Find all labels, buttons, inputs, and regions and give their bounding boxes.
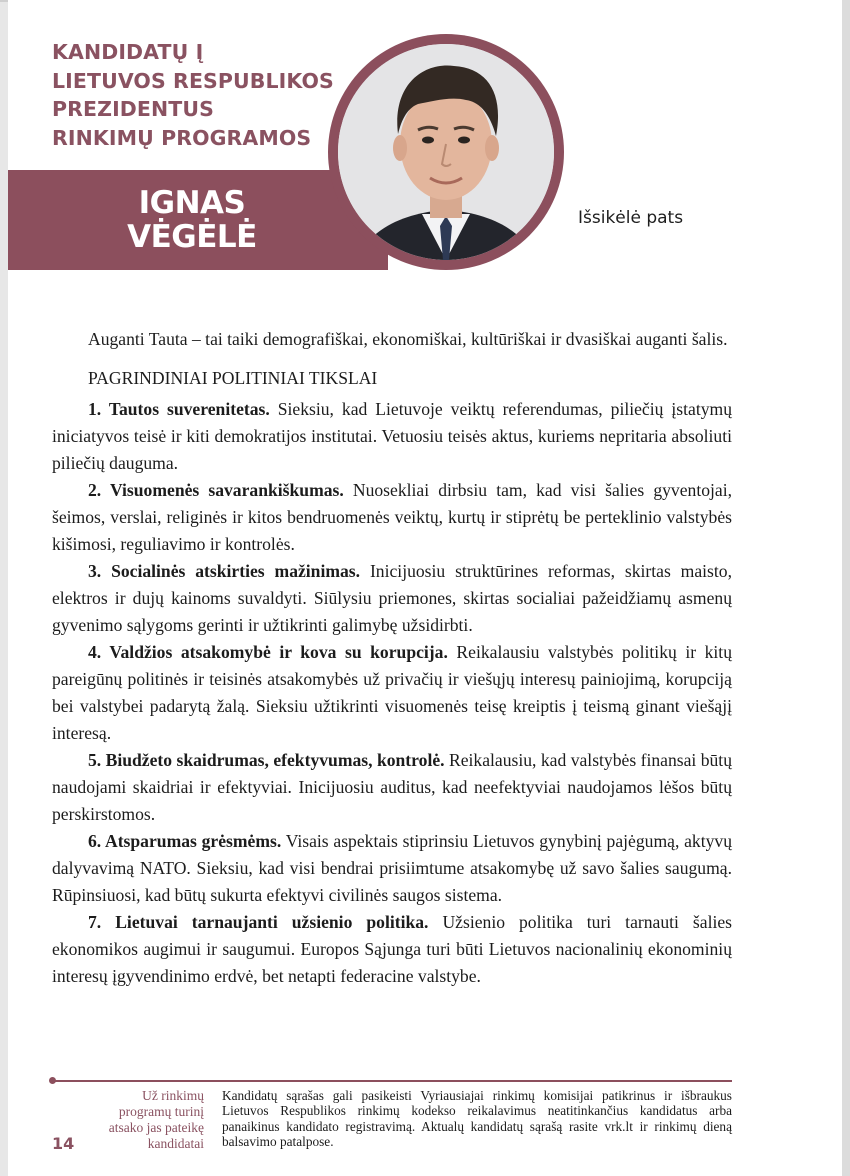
header-title-line: LIETUVOS RESPUBLIKOS bbox=[52, 68, 334, 93]
goal-title: 1. Tautos suverenitetas. bbox=[88, 399, 270, 419]
program-header-title bbox=[52, 38, 334, 152]
goal-text: Inicijuosiu struktūrines reformas, skirtas maisto, elektros ir dujų kainoms suvaldyti. Siūlysiu priemones, skirtas socialiai pažeidžiamų asmenų gyvenimo sąlygoms gerinti ir užtikrinti galimybę užsidirbti. bbox=[52, 561, 732, 635]
goal-title: 6. Atsparumas grėsmėms. bbox=[88, 831, 282, 851]
goal-title: 5. Biudžeto skaidrumas, efektyvumas, kontrolė. bbox=[88, 750, 445, 770]
goal-paragraph bbox=[52, 477, 732, 558]
footer-divider-dot bbox=[49, 1077, 56, 1084]
goal-paragraph bbox=[52, 558, 732, 639]
goal-text: Užsienio politika turi tarnauti šalies ekonomikos augimui ir saugumui. Europos Sąjunga turi būti Lietuvos nacionalinių ekonominių interesų įgyvendinimo erdvė, bet netapti federacine valstybe. bbox=[52, 912, 733, 986]
goal-text: Nuosekliai dirbsiu tam, kad visi šalies gyventojai, šeimos, verslai, religinės ir kitos bendruomenės veiktų, kurtų ir stiprėtų be perteklinio valstybės kišimosi, reguliavimo ir kontrolės. bbox=[52, 480, 732, 554]
candidate-photo bbox=[338, 44, 554, 260]
footer-label-line: atsako jas pateikę bbox=[108, 1120, 204, 1135]
nomination-label: Išsikėlė pats bbox=[578, 208, 684, 228]
section-heading: PAGRINDINIAI POLITINIAI TIKSLAI bbox=[88, 368, 378, 388]
goal-text: Reikalausiu valstybės politikų ir kitų pareigūnų politinės ir teisinės atsakomybės už privačių ir viešųjų interesų painiojimą, korupciją bei valstybei padarytą žalą. Sieksiu užtikrinti visuomenės teisę kreiptis į teismą ginant viešąjį interesą. bbox=[52, 642, 732, 743]
goal-paragraph bbox=[52, 747, 732, 828]
document-page bbox=[8, 0, 842, 1176]
footer-note: Kandidatų sąrašas gali pasikeisti Vyriausiajai rinkimų komisijai patikrinus ir išbraukus Lietuvos Respublikos rinkimų kodekso reikalavimus neatitinkančius kandidatus arba panaikinus kandidato registravimą. Aktualų kandidatų sąrašą rasite vrk.lt ir rinkimų dieną balsavimo patalpose. bbox=[222, 1088, 732, 1150]
header-title-line: KANDIDATŲ Į bbox=[52, 40, 204, 64]
candidate-first-name: IGNAS bbox=[138, 185, 246, 221]
footer-label-line: Už rinkimų bbox=[142, 1088, 204, 1103]
goal-text: Visais aspektais stiprinsiu Lietuvos gynybinį pajėgumą, aktyvų dalyvavimą NATO. Sieksiu, kad visi bendrai prisiimtume atsakomybę už savo šalies saugumą. Rūpinsiuosi, kad būtų sukurta efektyvi civilinės saugos sistema. bbox=[52, 831, 732, 905]
viewer-right-edge bbox=[842, 0, 850, 1176]
goal-text: Reikalausiu, kad valstybės finansai būtų naudojami skaidriai ir efektyviai. Inicijuosiu auditus, kad neefektyviai naudojamos lėšos būtų perskirstomos. bbox=[52, 750, 732, 824]
goal-title: 7. Lietuvai tarnaujanti užsienio politika. bbox=[88, 912, 429, 932]
goal-title: 4. Valdžios atsakomybė ir kova su korupcija. bbox=[88, 642, 448, 662]
header-title-line: PREZIDENTUS bbox=[52, 97, 214, 121]
candidate-last-name: VĖGĖLĖ bbox=[127, 219, 257, 255]
program-text bbox=[52, 326, 732, 990]
footer-label-line: kandidatai bbox=[147, 1136, 204, 1151]
footer-label-line: programų turinį bbox=[118, 1104, 204, 1119]
goal-paragraph bbox=[52, 828, 732, 909]
goal-paragraph bbox=[52, 639, 732, 747]
goal-text: Sieksiu, kad Lietuvoje veiktų referendumas, piliečių įstatymų iniciatyvos teisė ir kiti demokratijos institutai. Vetuosiu teisės aktus, kuriems nepritaria absoliuti piliečių dauguma. bbox=[52, 399, 732, 473]
goal-title: 2. Visuomenės savarankiškumas. bbox=[88, 480, 344, 500]
intro-paragraph: Auganti Tauta – tai taiki demografiškai, ekonomiškai, kultūriškai ir dvasiškai auganti šalis. bbox=[88, 329, 728, 349]
header-title-line: RINKIMŲ PROGRAMOS bbox=[52, 125, 312, 150]
goal-title: 3. Socialinės atskirties mažinimas. bbox=[88, 561, 361, 581]
goal-paragraph bbox=[52, 396, 732, 477]
footer-divider bbox=[52, 1080, 732, 1082]
footer-disclaimer-label bbox=[88, 1088, 204, 1152]
goal-paragraph bbox=[52, 909, 732, 990]
page-number: 14 bbox=[52, 1134, 75, 1153]
candidate-name bbox=[112, 186, 272, 254]
candidate-portrait-illustration bbox=[338, 44, 554, 260]
